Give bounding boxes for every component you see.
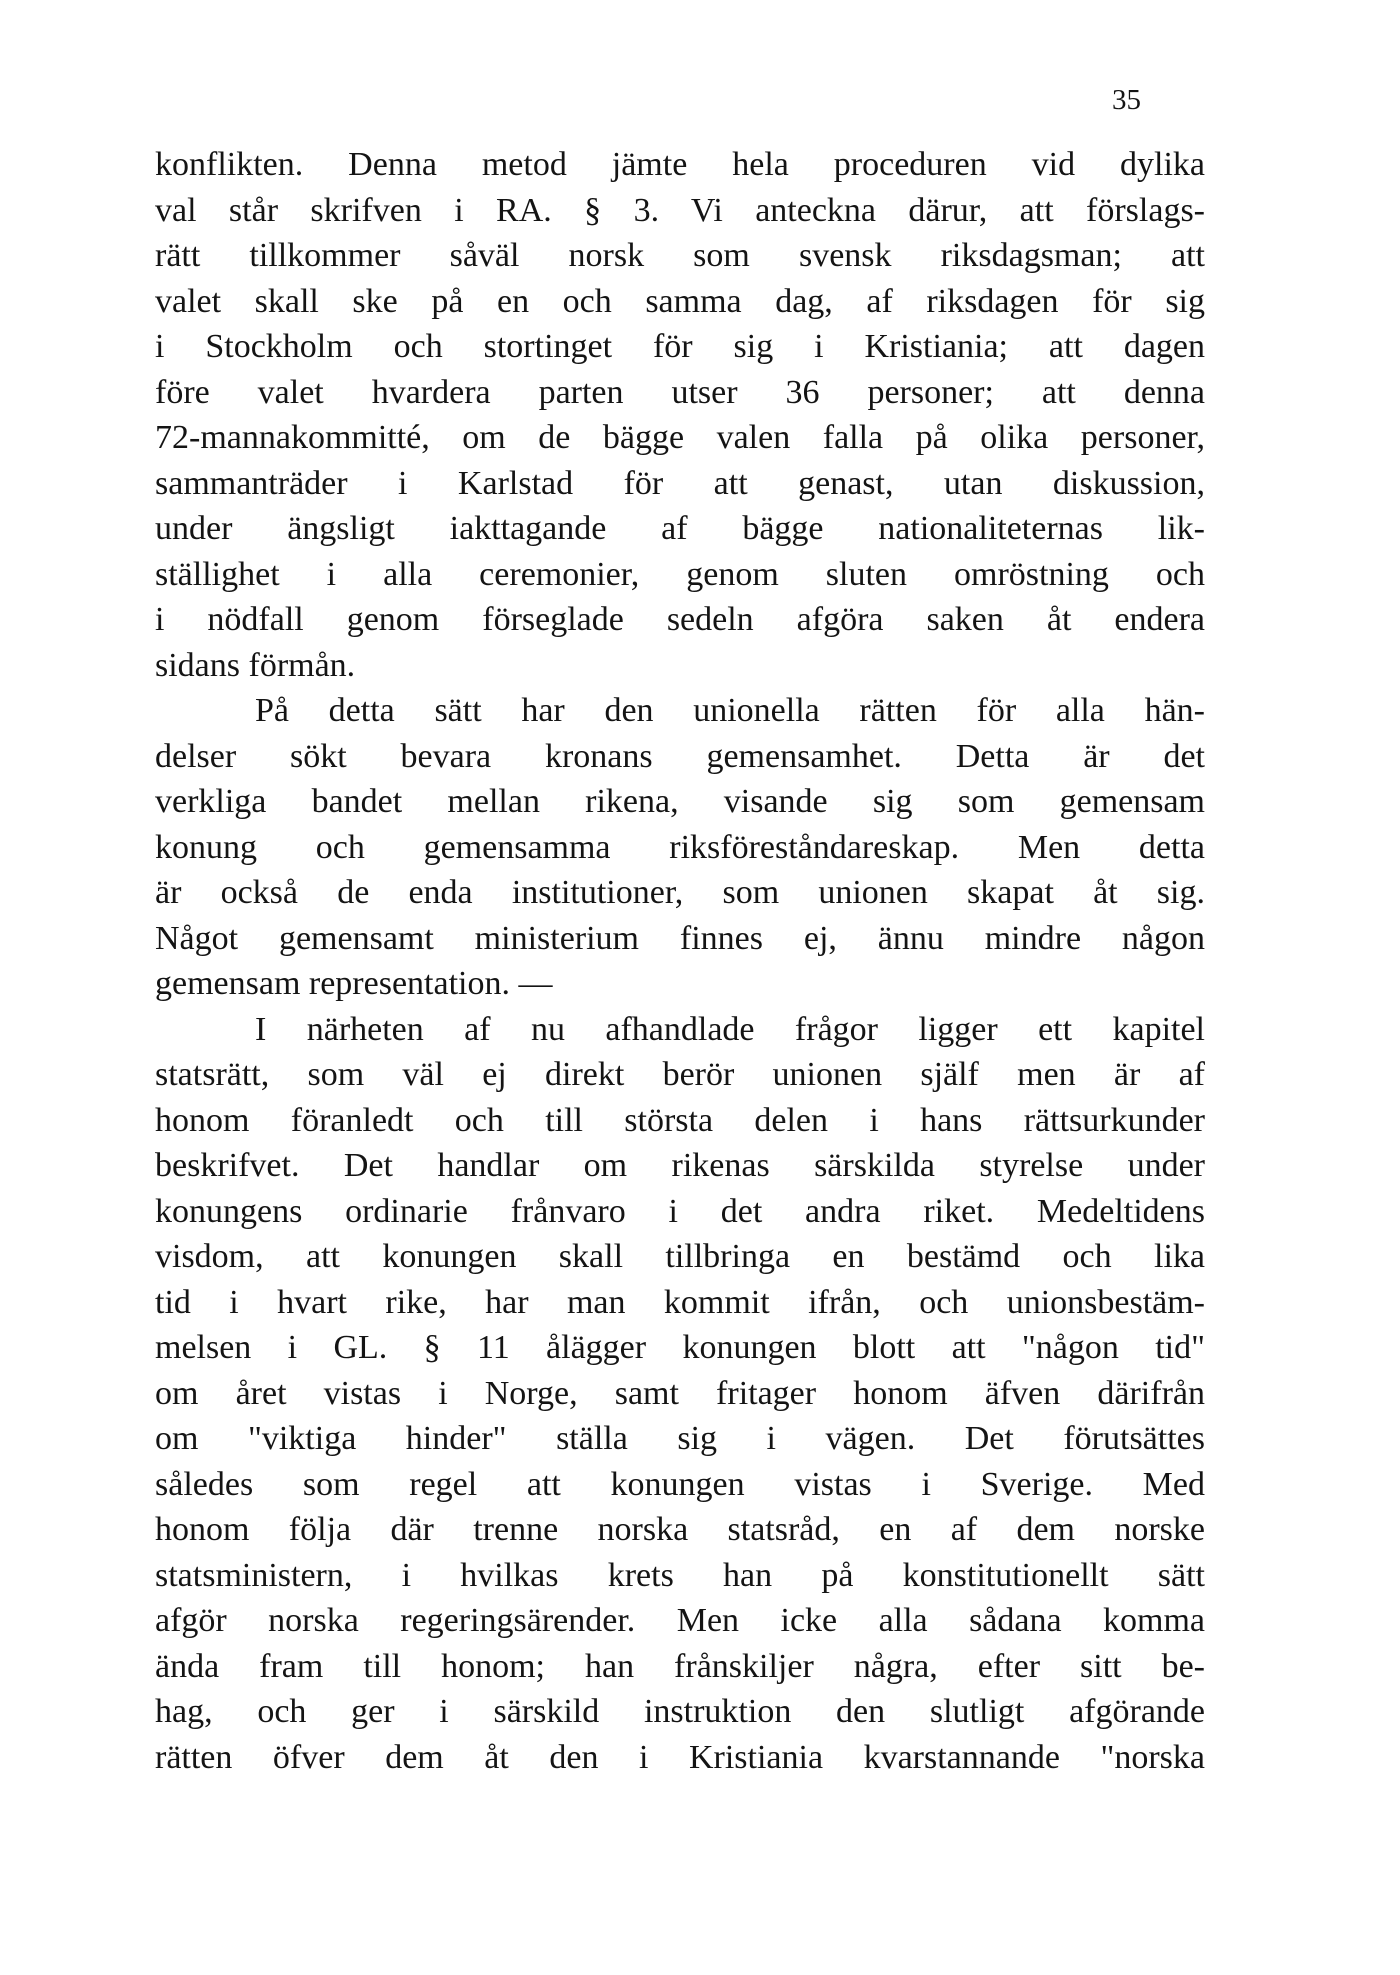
text-line: val står skrifven i RA. § 3. Vi anteckna därur, att förslags- [155,191,1205,229]
text-line: verkliga bandet mellan rikena, visande sig som gemensam [155,783,1205,820]
text-line: statsrätt, som väl ej direkt berör unionen själf men är af [155,1056,1205,1093]
page-number: 35 [1112,84,1141,116]
text-line: ställighet i alla ceremonier, genom sluten omröstning och [155,555,1205,593]
text-line: konung och gemensamma riksföreståndareskap. Men detta [155,828,1205,866]
text-line: rätt tillkommer såväl norsk som svensk riksdagsman; att [155,237,1205,274]
text-line: visdom, att konungen skall tillbringa en bestämd och lika [155,1238,1205,1275]
text-line: om "viktiga hinder" ställa sig i vägen. Det förutsättes [155,1420,1205,1457]
text-line: afgör norska regeringsärender. Men icke alla sådana komma [155,1602,1205,1639]
text-line: delser sökt bevara kronans gemensamhet. Detta är det [155,737,1205,775]
text-line: sammanträder i Karlstad för att genast, utan diskussion, [155,464,1205,502]
paragraph-start-line: I närheten af nu afhandlade frågor ligger ett kapitel [255,1010,1205,1048]
text-line: rätten öfver dem åt den i Kristiania kvarstannande "norska [155,1738,1205,1776]
text-line: Något gemensamt ministerium finnes ej, ännu mindre någon [155,919,1205,957]
text-line: honom föranledt och till största delen i hans rättsurkunder [155,1101,1205,1139]
text-line: hag, och ger i särskild instruktion den slutligt afgörande [155,1693,1205,1730]
body-text [155,142,1205,1780]
text-line: således som regel att konungen vistas i Sverige. Med [155,1465,1205,1503]
paragraph-end-line: gemensam representation. — [155,965,553,1002]
text-line: honom följa där trenne norska statsråd, en af dem norske [155,1511,1205,1548]
text-line: valet skall ske på en och samma dag, af riksdagen för sig [155,282,1205,320]
text-line: i Stockholm och stortinget för sig i Kristiania; att dagen [155,328,1205,365]
text-line: statsministern, i hvilkas krets han på konstitutionellt sätt [155,1556,1205,1594]
text-line: före valet hvardera parten utser 36 personer; att denna [155,373,1205,411]
text-line: är också de enda institutioner, som unionen skapat åt sig. [155,874,1205,911]
text-line: om året vistas i Norge, samt fritager honom äfven därifrån [155,1374,1205,1412]
text-line: tid i hvart rike, har man kommit ifrån, och unionsbestäm- [155,1283,1205,1321]
paragraph-end-line: sidans förmån. [155,646,356,684]
text-line: i nödfall genom förseglade sedeln afgöra saken åt endera [155,601,1205,638]
text-line: 72-mannakommitté, om de bägge valen falla på olika personer, [155,419,1205,456]
text-line: ända fram till honom; han frånskiljer några, efter sitt be- [155,1647,1205,1685]
text-line: beskrifvet. Det handlar om rikenas särskilda styrelse under [155,1147,1205,1184]
text-line: under ängsligt iakttagande af bägge nationaliteternas lik- [155,510,1205,547]
text-line: konflikten. Denna metod jämte hela proceduren vid dylika [155,146,1205,183]
paragraph-start-line: På detta sätt har den unionella rätten för alla hän- [255,692,1205,729]
text-line: melsen i GL. § 11 ålägger konungen blott att "någon tid" [155,1329,1205,1366]
text-line: konungens ordinarie frånvaro i det andra riket. Medeltidens [155,1192,1205,1230]
